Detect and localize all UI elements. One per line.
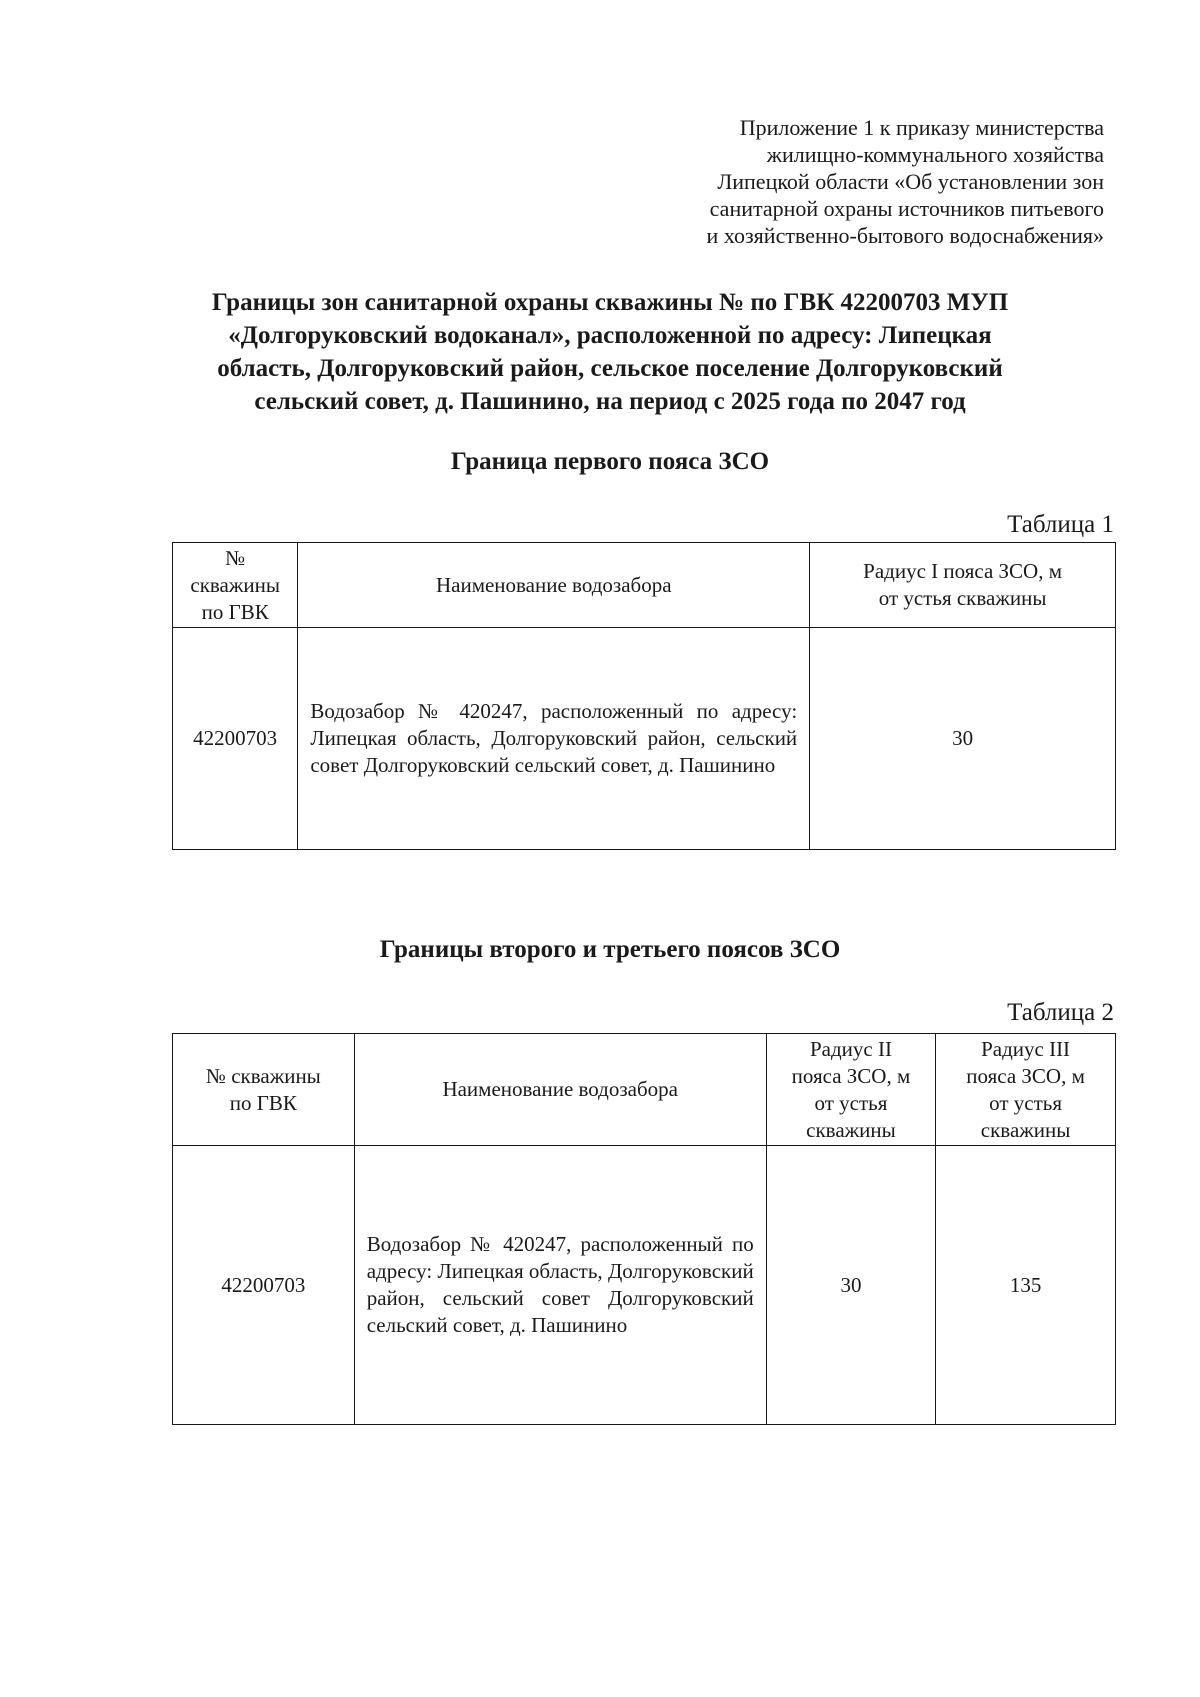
title-line: Границы зон санитарной охраны скважины № по ГВК 42200703 МУП bbox=[211, 289, 1009, 316]
table-first-zone bbox=[172, 542, 1116, 850]
cell-intake-name: Водозабор № 420247, расположенный по адресу: Липецкая область, Долгоруковский район, сельский совет Долгоруковский сельский совет, д. Пашинино bbox=[298, 628, 810, 850]
header-intake-name: Наименование водозабора bbox=[298, 543, 810, 628]
appendix-line: жилищно-коммунального хозяйства bbox=[766, 142, 1104, 167]
table-row bbox=[173, 1146, 1116, 1425]
header-radius-third-zone: Радиус III пояса ЗСО, м от устья скважины bbox=[936, 1034, 1116, 1146]
cell-radius-second-zone: 30 bbox=[766, 1146, 935, 1425]
table-header-row bbox=[173, 543, 1116, 628]
table-header-row bbox=[173, 1034, 1116, 1146]
table-second-third-zones bbox=[172, 1033, 1116, 1425]
appendix-note bbox=[584, 114, 1104, 249]
header-radius-first-zone: Радиус I пояса ЗСО, м от устья скважины bbox=[810, 543, 1116, 628]
section-heading-second-third-zones: Границы второго и третьего поясов ЗСО bbox=[379, 936, 841, 963]
cell-radius-third-zone: 135 bbox=[936, 1146, 1116, 1425]
document-title bbox=[150, 286, 1070, 418]
cell-well-number: 42200703 bbox=[173, 1146, 355, 1425]
title-line: область, Долгоруковский район, сельское поселение Долгоруковский bbox=[217, 355, 1003, 382]
cell-intake-name: Водозабор № 420247, расположенный по адресу: Липецкая область, Долгоруковский район, сельский совет Долгоруковский сельский совет, д. Пашинино bbox=[354, 1146, 766, 1425]
header-intake-name: Наименование водозабора bbox=[354, 1034, 766, 1146]
appendix-line: и хозяйственно-бытового водоснабжения» bbox=[706, 223, 1104, 248]
cell-well-number: 42200703 bbox=[173, 628, 298, 850]
header-well-number: № скважины по ГВК bbox=[173, 543, 298, 628]
header-well-number: № скважины по ГВК bbox=[173, 1034, 355, 1146]
table-row bbox=[173, 628, 1116, 850]
cell-radius-first-zone: 30 bbox=[810, 628, 1116, 850]
table-caption-2: Таблица 2 bbox=[1007, 999, 1114, 1026]
appendix-line: Приложение 1 к приказу министерства bbox=[739, 115, 1104, 140]
table-caption-1: Таблица 1 bbox=[1007, 511, 1114, 538]
section-heading-first-zone: Граница первого пояса ЗСО bbox=[450, 448, 770, 475]
appendix-line: Липецкой области «Об установлении зон bbox=[717, 169, 1104, 194]
appendix-line: санитарной охраны источников питьевого bbox=[709, 196, 1104, 221]
title-line: сельский совет, д. Пашинино, на период с 2025 года по 2047 год bbox=[254, 388, 966, 415]
header-radius-second-zone: Радиус II пояса ЗСО, м от устья скважины bbox=[766, 1034, 935, 1146]
title-line: «Долгоруковский водоканал», расположенной по адресу: Липецкая bbox=[228, 322, 992, 349]
